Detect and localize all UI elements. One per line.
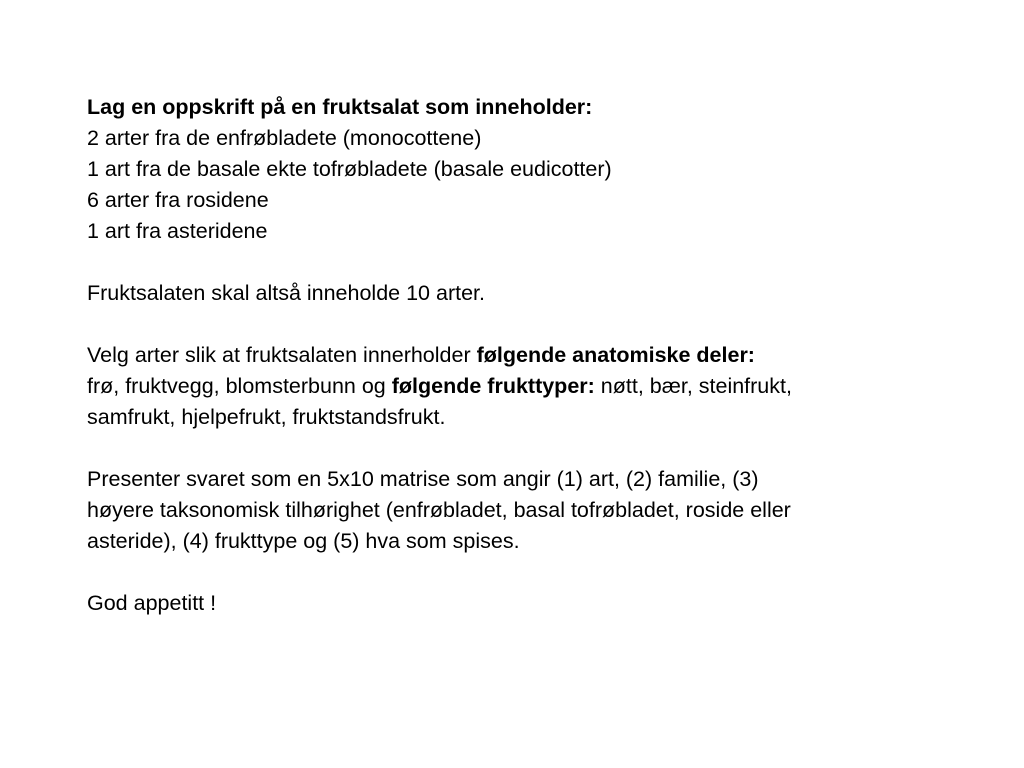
slide-content	[87, 92, 967, 619]
presenter-line-1: Presenter svaret som en 5x10 matrise som angir (1) art, (2) familie, (3)	[87, 467, 759, 491]
spacer	[87, 557, 967, 588]
requirement-basal-eudicots: 1 art fra de basale ekte tofrøbladete (basale eudicotter)	[87, 157, 612, 181]
velg-intro: Velg arter slik at fruktsalaten innerholder	[87, 343, 477, 367]
requirement-monocots: 2 arter fra de enfrøbladete (monocottene)	[87, 126, 482, 150]
velg-line-1	[87, 340, 967, 371]
anatomical-parts-list: frø, fruktvegg, blomsterbunn og	[87, 374, 392, 398]
presenter-line-3: asteride), (4) frukttype og (5) hva som spises.	[87, 529, 520, 553]
velg-line-3: samfrukt, hjelpefrukt, fruktstandsfrukt.	[87, 405, 446, 429]
fruit-types-list: nøtt, bær, steinfrukt,	[594, 374, 792, 398]
spacer	[87, 433, 967, 464]
requirement-asterids: 1 art fra asteridene	[87, 219, 268, 243]
requirement-rosids: 6 arter fra rosidene	[87, 188, 269, 212]
presenter-line-2: høyere taksonomisk tilhørighet (enfrøbladet, basal tofrøbladet, roside eller	[87, 498, 791, 522]
heading: Lag en oppskrift på en fruktsalat som inneholder:	[87, 95, 593, 119]
fruit-types-label: følgende frukttyper:	[391, 374, 595, 398]
total-species-line: Fruktsalaten skal altså inneholde 10 arter.	[87, 281, 485, 305]
closing-line: God appetitt !	[87, 591, 217, 615]
velg-line-2	[87, 371, 967, 402]
spacer	[87, 309, 967, 340]
spacer	[87, 247, 967, 278]
anatomical-parts-label: følgende anatomiske deler:	[476, 343, 755, 367]
